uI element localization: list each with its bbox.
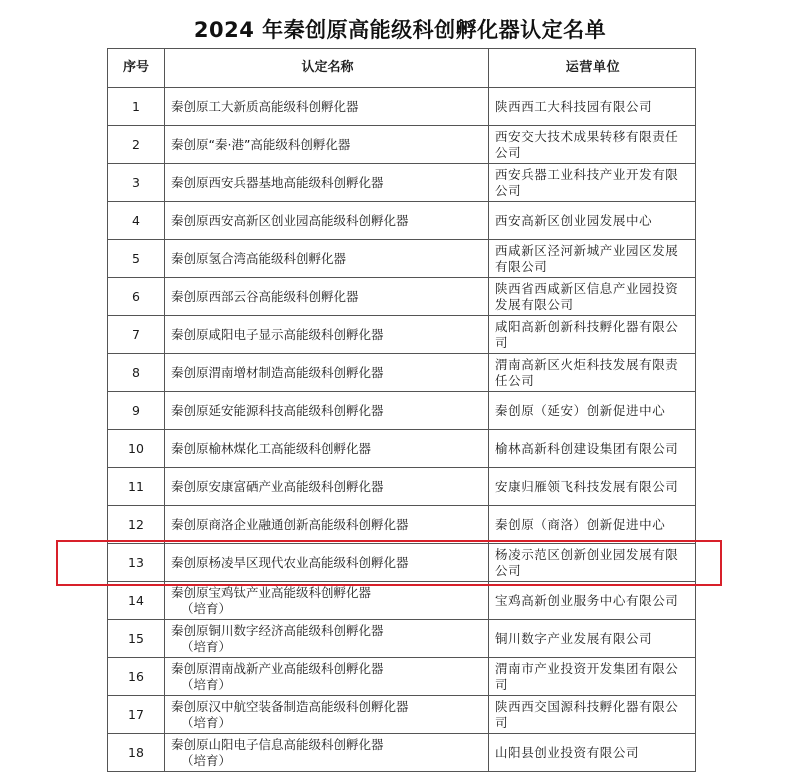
incubator-name: 秦创原氢合湾高能级科创孵化器 (171, 250, 347, 266)
row-certified-name (165, 544, 489, 582)
table-row (108, 544, 696, 582)
cultivation-tag: （培育） (181, 638, 232, 654)
incubator-name: 秦创原渭南战新产业高能级科创孵化器 (171, 660, 384, 676)
row-certified-name (165, 430, 489, 468)
incubator-name: 秦创原杨凌旱区现代农业高能级科创孵化器 (171, 554, 409, 570)
table-row (108, 88, 696, 126)
incubator-name: 秦创原西安高新区创业园高能级科创孵化器 (171, 212, 409, 228)
row-serial-number: 14 (108, 582, 165, 620)
row-operating-unit: 宝鸡高新创业服务中心有限公司 (489, 582, 696, 620)
row-operating-unit: 陕西省西咸新区信息产业园投资发展有限公司 (489, 278, 696, 316)
incubator-name: 秦创原商洛企业融通创新高能级科创孵化器 (171, 516, 409, 532)
row-serial-number: 12 (108, 506, 165, 544)
row-serial-number: 13 (108, 544, 165, 582)
table-row (108, 202, 696, 240)
row-serial-number: 1 (108, 88, 165, 126)
row-serial-number: 11 (108, 468, 165, 506)
row-certified-name (165, 202, 489, 240)
row-certified-name (165, 658, 489, 696)
incubator-name: 秦创原山阳电子信息高能级科创孵化器 (171, 736, 384, 752)
row-operating-unit: 渭南高新区火炬科技发展有限责任公司 (489, 354, 696, 392)
row-serial-number: 16 (108, 658, 165, 696)
table-row (108, 316, 696, 354)
table-row (108, 354, 696, 392)
row-operating-unit: 陕西西工大科技园有限公司 (489, 88, 696, 126)
incubator-name: 秦创原工大新质高能级科创孵化器 (171, 98, 359, 114)
row-serial-number: 9 (108, 392, 165, 430)
row-operating-unit: 山阳县创业投资有限公司 (489, 734, 696, 772)
incubator-name: 秦创原榆林煤化工高能级科创孵化器 (171, 440, 372, 456)
table-row (108, 430, 696, 468)
row-serial-number: 18 (108, 734, 165, 772)
row-operating-unit: 西咸新区泾河新城产业园区发展有限公司 (489, 240, 696, 278)
incubator-name: 秦创原延安能源科技高能级科创孵化器 (171, 402, 384, 418)
row-operating-unit: 秦创原（商洛）创新促进中心 (489, 506, 696, 544)
table-row (108, 506, 696, 544)
row-serial-number: 15 (108, 620, 165, 658)
row-operating-unit: 安康归雁领飞科技发展有限公司 (489, 468, 696, 506)
table-row (108, 468, 696, 506)
incubator-name: 秦创原咸阳电子显示高能级科创孵化器 (171, 326, 384, 342)
row-certified-name (165, 696, 489, 734)
incubator-name: 秦创原渭南增材制造高能级科创孵化器 (171, 364, 384, 380)
document-title: 2024 年秦创原高能级科创孵化器认定名单 (193, 18, 607, 42)
row-certified-name (165, 392, 489, 430)
row-operating-unit: 西安交大技术成果转移有限责任公司 (489, 126, 696, 164)
table-row (108, 696, 696, 734)
table-row (108, 392, 696, 430)
incubator-name: 秦创原安康富硒产业高能级科创孵化器 (171, 478, 384, 494)
table-row (108, 734, 696, 772)
row-certified-name (165, 354, 489, 392)
row-certified-name (165, 316, 489, 354)
row-serial-number: 4 (108, 202, 165, 240)
row-serial-number: 8 (108, 354, 165, 392)
header-operating-unit: 运营单位 (489, 49, 696, 88)
row-certified-name (165, 582, 489, 620)
table-row (108, 582, 696, 620)
row-serial-number: 3 (108, 164, 165, 202)
row-operating-unit: 西安兵器工业科技产业开发有限公司 (489, 164, 696, 202)
row-operating-unit: 渭南市产业投资开发集团有限公司 (489, 658, 696, 696)
incubator-name: 秦创原西部云谷高能级科创孵化器 (171, 288, 359, 304)
incubator-list-table (107, 48, 696, 772)
row-certified-name (165, 734, 489, 772)
header-serial-number: 序号 (108, 49, 165, 88)
row-certified-name (165, 164, 489, 202)
row-serial-number: 7 (108, 316, 165, 354)
cultivation-tag: （培育） (181, 752, 232, 768)
row-certified-name (165, 126, 489, 164)
cultivation-tag: （培育） (181, 600, 232, 616)
table-row (108, 658, 696, 696)
row-serial-number: 10 (108, 430, 165, 468)
table-row (108, 620, 696, 658)
row-operating-unit: 秦创原（延安）创新促进中心 (489, 392, 696, 430)
row-operating-unit: 咸阳高新创新科技孵化器有限公司 (489, 316, 696, 354)
table-row (108, 126, 696, 164)
incubator-name: 秦创原西安兵器基地高能级科创孵化器 (171, 174, 384, 190)
row-operating-unit: 西安高新区创业园发展中心 (489, 202, 696, 240)
row-serial-number: 6 (108, 278, 165, 316)
header-certified-name: 认定名称 (165, 49, 489, 88)
incubator-name: 秦创原铜川数字经济高能级科创孵化器 (171, 622, 384, 638)
row-certified-name (165, 240, 489, 278)
incubator-name: 秦创原汉中航空装备制造高能级科创孵化器 (171, 698, 409, 714)
cultivation-tag: （培育） (181, 676, 232, 692)
row-operating-unit: 杨凌示范区创新创业园发展有限公司 (489, 544, 696, 582)
table-header-row (108, 49, 696, 88)
cultivation-tag: （培育） (181, 714, 232, 730)
row-certified-name (165, 468, 489, 506)
table-row (108, 278, 696, 316)
incubator-name: 秦创原“秦·港”高能级科创孵化器 (171, 136, 351, 152)
row-serial-number: 5 (108, 240, 165, 278)
row-certified-name (165, 278, 489, 316)
row-certified-name (165, 506, 489, 544)
table-body (108, 88, 696, 772)
row-certified-name (165, 620, 489, 658)
row-operating-unit: 铜川数字产业发展有限公司 (489, 620, 696, 658)
row-serial-number: 17 (108, 696, 165, 734)
row-operating-unit: 榆林高新科创建设集团有限公司 (489, 430, 696, 468)
table-row (108, 240, 696, 278)
row-certified-name (165, 88, 489, 126)
row-serial-number: 2 (108, 126, 165, 164)
incubator-name: 秦创原宝鸡钛产业高能级科创孵化器 (171, 584, 372, 600)
row-operating-unit: 陕西西交国源科技孵化器有限公司 (489, 696, 696, 734)
table-row (108, 164, 696, 202)
